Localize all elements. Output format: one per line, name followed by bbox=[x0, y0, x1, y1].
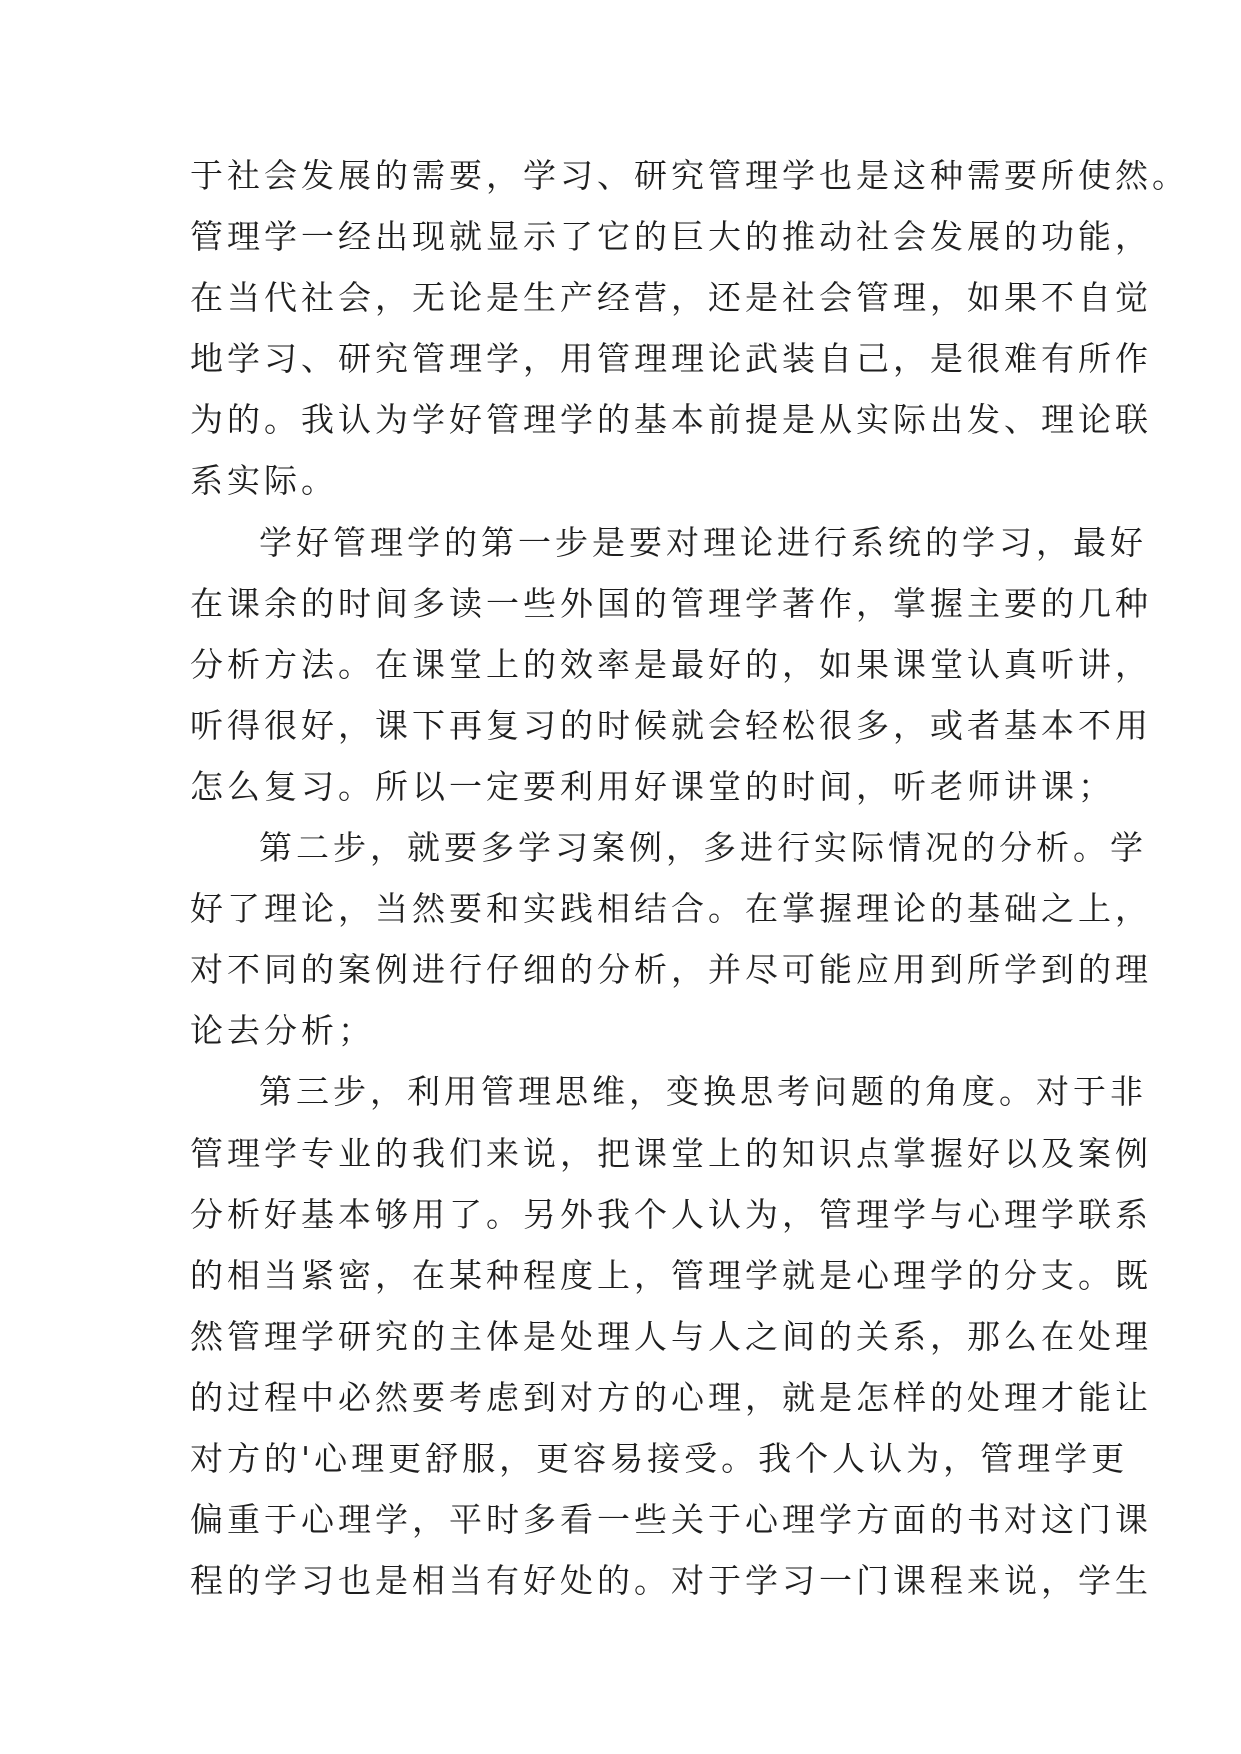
text-line: 偏重于心理学，平时多看一些关于心理学方面的书对这门课 bbox=[190, 1500, 1152, 1540]
text-line: 对不同的案例进行仔细的分析，并尽可能应用到所学到的理 bbox=[190, 950, 1152, 990]
text-line: 分析好基本够用了。另外我个人认为，管理学与心理学联系 bbox=[190, 1194, 1152, 1234]
text-line: 系实际。 bbox=[190, 461, 338, 501]
text-line: 在课余的时间多读一些外国的管理学著作，掌握主要的几种 bbox=[190, 583, 1152, 623]
text-line: 管理学一经出现就显示了它的巨大的推动社会发展的功能， bbox=[190, 217, 1152, 257]
text-line: 然管理学研究的主体是处理人与人之间的关系，那么在处理 bbox=[190, 1316, 1152, 1356]
text-line: 地学习、研究管理学，用管理理论武装自己，是很难有所作 bbox=[190, 339, 1152, 379]
text-line: 在当代社会，无论是生产经营，还是社会管理，如果不自觉 bbox=[190, 278, 1152, 318]
text-line: 于社会发展的需要，学习、研究管理学也是这种需要所使然。 bbox=[190, 156, 1189, 195]
text-line: 论去分析； bbox=[190, 1011, 375, 1051]
body-text bbox=[190, 145, 1189, 1611]
text-line: 怎么复习。所以一定要利用好课堂的时间，听老师讲课； bbox=[190, 766, 1115, 806]
text-line: 对方的'心理更舒服，更容易接受。我个人认为，管理学更 bbox=[190, 1438, 1129, 1478]
text-line: 管理学专业的我们来说，把课堂上的知识点掌握好以及案例 bbox=[190, 1133, 1152, 1173]
text-line: 好了理论，当然要和实践相结合。在掌握理论的基础之上， bbox=[190, 889, 1152, 929]
text-line: 为的。我认为学好管理学的基本前提是从实际出发、理论联 bbox=[190, 400, 1152, 440]
text-line: 程的学习也是相当有好处的。对于学习一门课程来说，学生 bbox=[190, 1561, 1152, 1601]
text-line: 学好管理学的第一步是要对理论进行系统的学习，最好 bbox=[259, 522, 1147, 562]
text-line: 听得很好，课下再复习的时候就会轻松很多，或者基本不用 bbox=[190, 705, 1152, 745]
text-line: 的过程中必然要考虑到对方的心理，就是怎样的处理才能让 bbox=[190, 1377, 1152, 1417]
text-line: 第三步，利用管理思维，变换思考问题的角度。对于非 bbox=[259, 1072, 1147, 1112]
text-line: 的相当紧密，在某种程度上，管理学就是心理学的分支。既 bbox=[190, 1255, 1152, 1295]
text-line: 分析方法。在课堂上的效率是最好的，如果课堂认真听讲， bbox=[190, 644, 1152, 684]
text-line: 第二步，就要多学习案例，多进行实际情况的分析。学 bbox=[259, 828, 1147, 868]
